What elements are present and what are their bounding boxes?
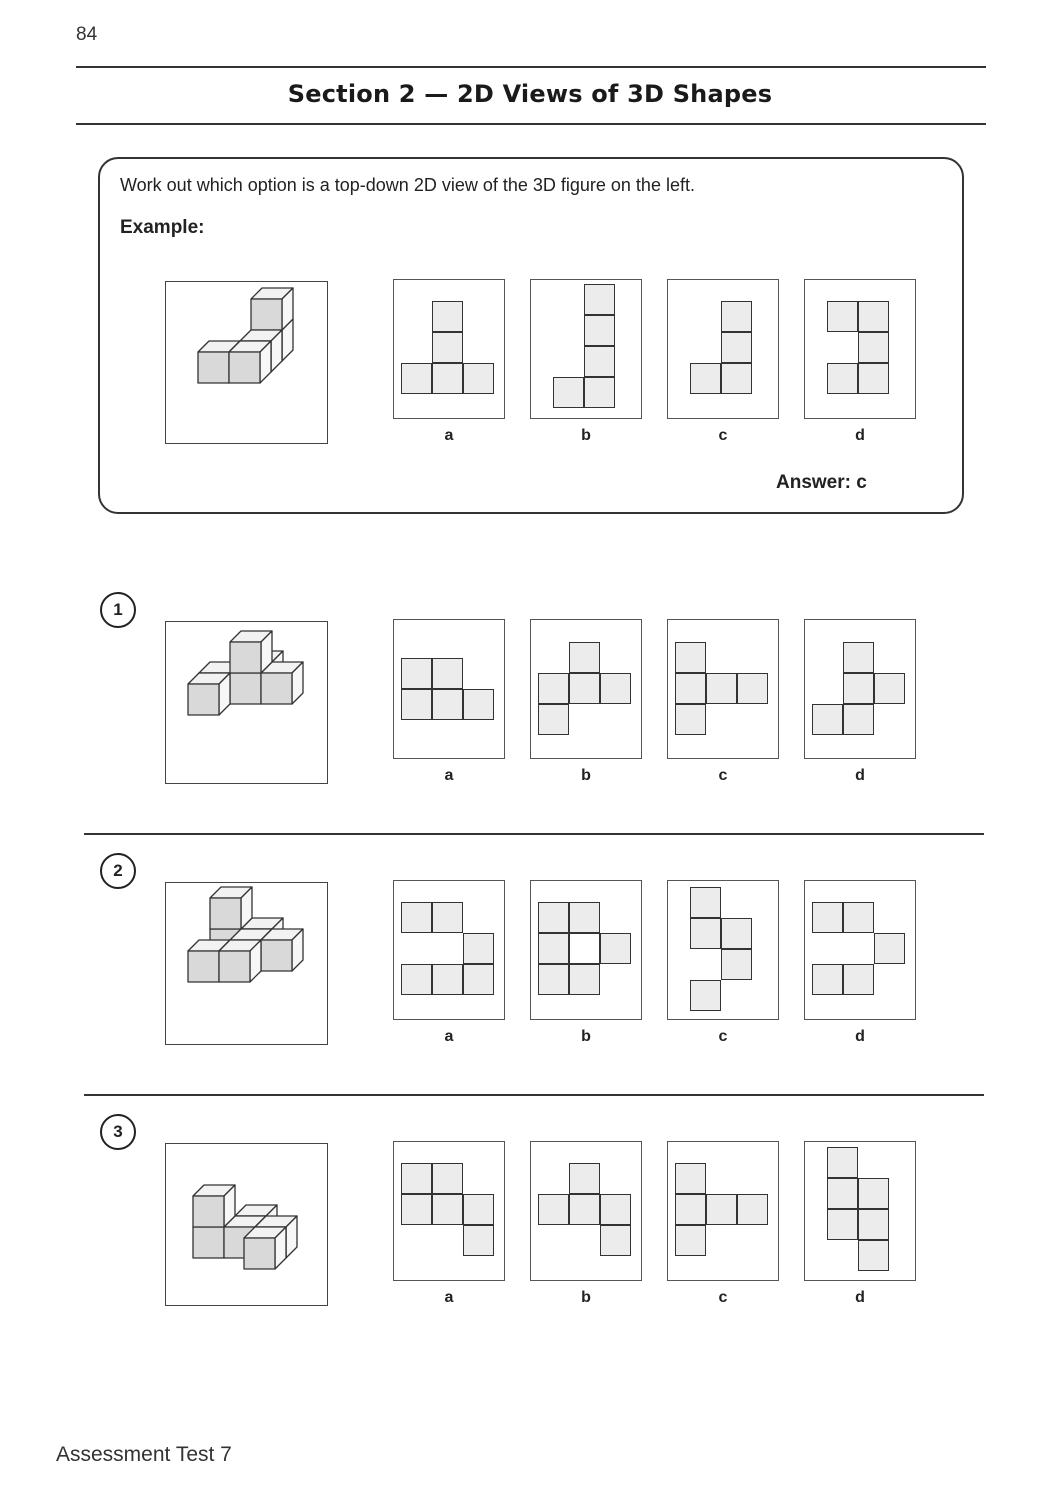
instructions-text: Work out which option is a top-down 2D view of the 3D figure on the left.: [120, 175, 695, 195]
option-label-b: b: [581, 767, 591, 784]
cube-figure-q2: [188, 887, 303, 982]
option-label-a: a: [444, 1289, 454, 1306]
option-label-b: b: [581, 1289, 591, 1306]
cube-figure-q3: [193, 1185, 297, 1269]
option-label-d: d: [855, 767, 865, 784]
option-label-c: c: [718, 1289, 728, 1306]
cube-figure-example: [198, 288, 293, 383]
option-label-a: a: [444, 767, 454, 784]
section-title: Section 2 — 2D Views of 3D Shapes: [287, 80, 773, 108]
example-label: Example:: [120, 217, 205, 238]
example-answer: Answer: c: [776, 472, 867, 493]
option-label-b: b: [581, 1028, 591, 1045]
option-label-c: c: [718, 767, 728, 784]
option-label-c: c: [718, 1028, 728, 1045]
option-label-c: c: [718, 427, 728, 444]
question-number-3: 3: [100, 1114, 136, 1150]
option-label-b: b: [581, 427, 591, 444]
page-footer: Assessment Test 7: [56, 1443, 232, 1466]
page-number: 84: [76, 24, 98, 45]
option-label-a: a: [444, 1028, 454, 1045]
cube-figure-q1: [188, 631, 303, 715]
option-label-d: d: [855, 1028, 865, 1045]
option-label-d: d: [855, 427, 865, 444]
question-number-1: 1: [100, 592, 136, 628]
question-number-2: 2: [100, 853, 136, 889]
option-label-d: d: [855, 1289, 865, 1306]
option-label-a: a: [444, 427, 454, 444]
